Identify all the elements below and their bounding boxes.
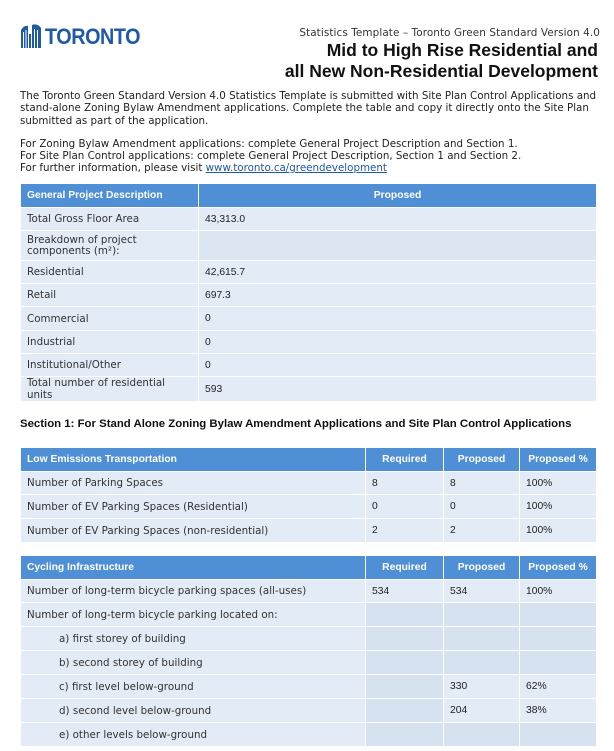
required-value[interactable] xyxy=(366,627,444,651)
table-header-row xyxy=(21,184,597,208)
cycling-header-label: Cycling Infrastructure xyxy=(21,556,366,580)
cycling-header-proposed: Proposed xyxy=(444,556,520,580)
row-label: b) second storey of building xyxy=(21,651,366,675)
intro-zoning-line: For Zoning Bylaw Amendment applications: complete General Project Description and Section 1. xyxy=(20,138,518,150)
table-row xyxy=(21,331,597,354)
row-label: Total number of residential units xyxy=(21,377,199,402)
proposed-value[interactable]: 0 xyxy=(444,495,520,519)
row-label: c) first level below-ground xyxy=(21,675,366,699)
row-value[interactable]: 0 xyxy=(199,354,597,377)
proposed-pct-value[interactable] xyxy=(520,603,597,627)
required-value[interactable] xyxy=(366,603,444,627)
required-value[interactable] xyxy=(366,699,444,723)
proposed-value[interactable]: 534 xyxy=(444,580,520,603)
row-label: e) other levels below-ground xyxy=(21,723,366,747)
row-label: Total Gross Floor Area xyxy=(21,208,199,231)
table-row xyxy=(21,675,597,699)
greendevelopment-link[interactable]: www.toronto.ca/greendevelopment xyxy=(205,162,387,174)
required-value[interactable] xyxy=(366,723,444,747)
proposed-pct-value[interactable] xyxy=(520,627,597,651)
row-label: Number of EV Parking Spaces (non-residential) xyxy=(21,519,366,543)
row-value[interactable] xyxy=(199,231,597,261)
transport-header-proposed: Proposed xyxy=(444,448,520,472)
proposed-pct-value[interactable]: 100% xyxy=(520,580,597,603)
toronto-logo xyxy=(20,24,151,48)
table-row xyxy=(21,603,597,627)
table-header-row xyxy=(21,556,597,580)
table-header-row xyxy=(21,448,597,472)
row-label: Number of EV Parking Spaces (Residential) xyxy=(21,495,366,519)
transport-table xyxy=(20,447,597,543)
table-row xyxy=(21,307,597,331)
table-row xyxy=(21,651,597,675)
table-row xyxy=(21,231,597,261)
row-label: Retail xyxy=(21,284,199,307)
proposed-value[interactable]: 330 xyxy=(444,675,520,699)
transport-header-required: Required xyxy=(366,448,444,472)
row-value[interactable]: 43,313.0 xyxy=(199,208,597,231)
row-label: Breakdown of project components (m²): xyxy=(21,231,199,261)
table-row xyxy=(21,284,597,307)
proposed-pct-value[interactable]: 100% xyxy=(520,519,597,543)
required-value[interactable]: 2 xyxy=(366,519,444,543)
transport-header-label: Low Emissions Transportation xyxy=(21,448,366,472)
table-row xyxy=(21,580,597,603)
proposed-value[interactable] xyxy=(444,723,520,747)
row-label: Number of long-term bicycle parking spaces (all-uses) xyxy=(21,580,366,603)
intro-paragraph: The Toronto Green Standard Version 4.0 Statistics Template is submitted with Site Plan Control Applications and stand-alone Zoning Bylaw Amendment applications. Complete the table and copy it directly onto the Site Plan submitted as part of the application. xyxy=(20,90,597,127)
proposed-pct-value[interactable]: 62% xyxy=(520,675,597,699)
proposed-value[interactable] xyxy=(444,651,520,675)
proposed-value[interactable]: 2 xyxy=(444,519,520,543)
row-value[interactable]: 0 xyxy=(199,307,597,331)
row-label: Industrial xyxy=(21,331,199,354)
page-title-line-2: all New Non-Residential Development xyxy=(284,61,598,81)
required-value[interactable]: 534 xyxy=(366,580,444,603)
logo-wordmark: TORONTO xyxy=(45,24,141,49)
row-value[interactable]: 0 xyxy=(199,331,597,354)
intro-further-line xyxy=(20,162,600,174)
proposed-value[interactable]: 8 xyxy=(444,472,520,495)
table-row xyxy=(21,495,597,519)
row-label: Residential xyxy=(21,261,199,284)
proposed-pct-value[interactable] xyxy=(520,723,597,747)
row-label: d) second level below-ground xyxy=(21,699,366,723)
required-value[interactable] xyxy=(366,675,444,699)
required-value[interactable]: 8 xyxy=(366,472,444,495)
row-value[interactable]: 593 xyxy=(199,377,597,402)
required-value[interactable]: 0 xyxy=(366,495,444,519)
proposed-pct-value[interactable]: 38% xyxy=(520,699,597,723)
table-row xyxy=(21,519,597,543)
table-row xyxy=(21,627,597,651)
table-row xyxy=(21,723,597,747)
row-label: Number of Parking Spaces xyxy=(21,472,366,495)
general-project-table xyxy=(20,183,597,402)
proposed-pct-value[interactable] xyxy=(520,651,597,675)
proposed-value[interactable]: 204 xyxy=(444,699,520,723)
transport-header-pct: Proposed % xyxy=(520,448,597,472)
intro-siteplan-line: For Site Plan Control applications: complete General Project Description, Section 1 and Section 2. xyxy=(20,150,522,162)
proposed-value[interactable] xyxy=(444,603,520,627)
section-1-title: Section 1: For Stand Alone Zoning Bylaw Amendment Applications and Site Plan Control Applications xyxy=(20,418,572,430)
proposed-pct-value[interactable]: 100% xyxy=(520,472,597,495)
further-info-text: For further information, please visit xyxy=(20,162,206,174)
row-label: Commercial xyxy=(21,307,199,331)
table-row xyxy=(21,354,597,377)
cycling-header-required: Required xyxy=(366,556,444,580)
table-row xyxy=(21,377,597,402)
template-version-line: Statistics Template – Toronto Green Standard Version 4.0 xyxy=(299,27,600,39)
general-header-proposed: Proposed xyxy=(199,184,597,208)
table-row xyxy=(21,472,597,495)
required-value[interactable] xyxy=(366,651,444,675)
cycling-table xyxy=(20,555,597,747)
cycling-header-pct: Proposed % xyxy=(520,556,597,580)
row-value[interactable]: 42,615.7 xyxy=(199,261,597,284)
city-hall-icon xyxy=(20,24,42,48)
table-row xyxy=(21,208,597,231)
table-row xyxy=(21,699,597,723)
proposed-pct-value[interactable]: 100% xyxy=(520,495,597,519)
page-title-line-1: Mid to High Rise Residential and xyxy=(326,40,598,60)
row-label: Institutional/Other xyxy=(21,354,199,377)
proposed-value[interactable] xyxy=(444,627,520,651)
row-label: a) first storey of building xyxy=(21,627,366,651)
row-value[interactable]: 697.3 xyxy=(199,284,597,307)
table-row xyxy=(21,261,597,284)
row-label: Number of long-term bicycle parking located on: xyxy=(21,603,366,627)
general-header-label: General Project Description xyxy=(21,184,199,208)
